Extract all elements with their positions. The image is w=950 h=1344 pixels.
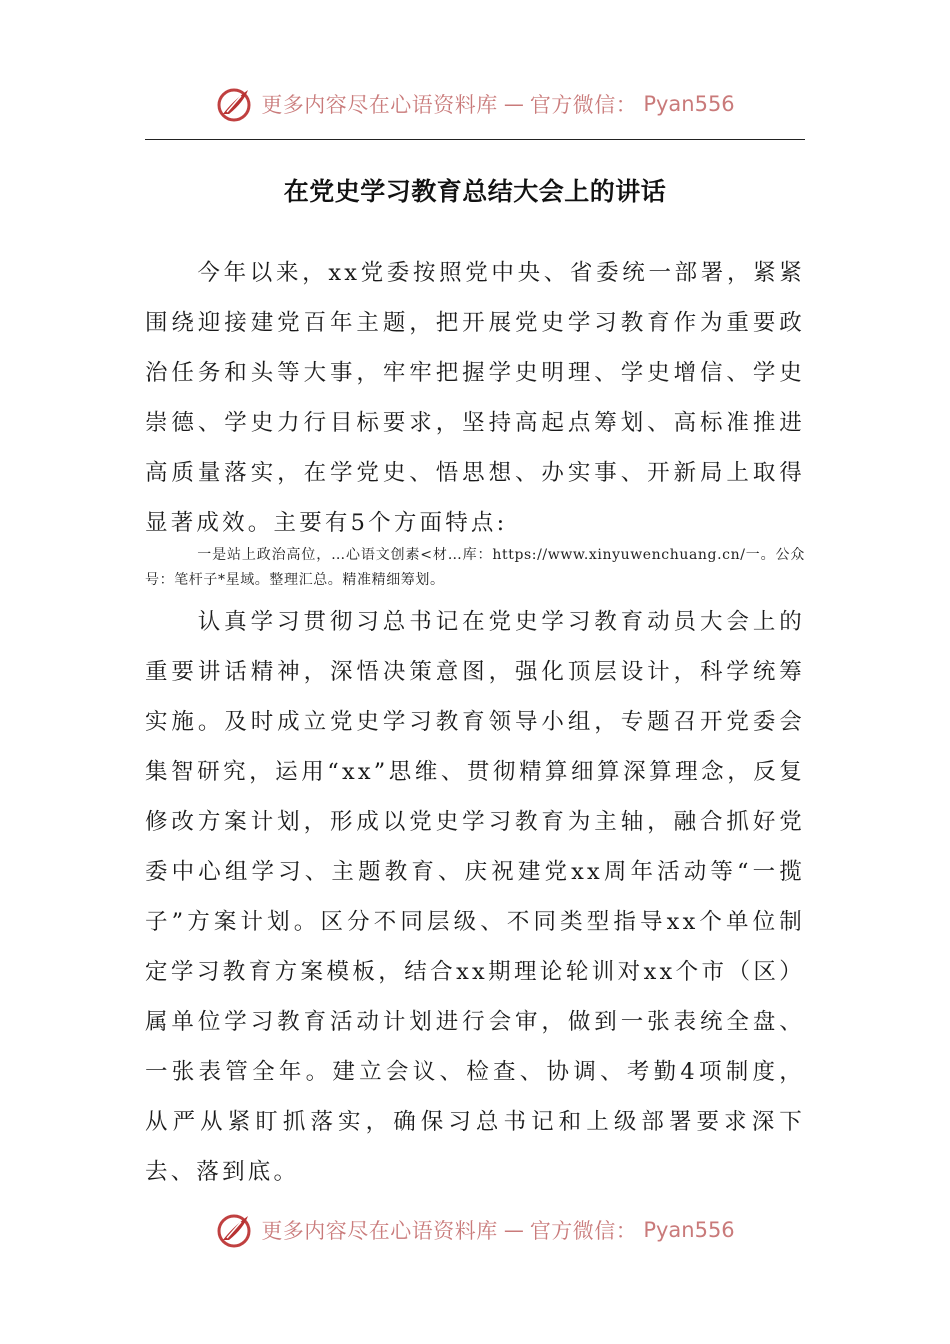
header-divider (145, 139, 805, 140)
document-title: 在党史学习教育总结大会上的讲话 (283, 177, 667, 206)
watermark-text: 更多内容尽在心语资料库 (261, 1219, 498, 1243)
paragraph-note (145, 543, 805, 593)
pen-nib-logo-icon (215, 1210, 255, 1250)
watermark-id: Pyan556 (643, 92, 735, 116)
watermark-dash: — (503, 1218, 524, 1242)
watermark-label: 官方微信： (529, 93, 638, 117)
footer-watermark (0, 1206, 950, 1254)
paragraph-intro-text: 今年以来，xx党委按照党中央、省委统一部署，紧紧围绕迎接建党百年主题，把开展党史学习教育作为重要政治任务和头等大事，牢牢把握学史明理、学史增信、学史崇德、学史力行目标要求，坚持高起点筹划、高标准推进高质量落实，在学党史、悟思想、办实事、开新局上取得显著成效。主要有5个方面特点: (145, 260, 805, 536)
watermark-label: 官方微信： (529, 1219, 638, 1243)
watermark-dash: — (503, 92, 524, 116)
watermark-text: 更多内容尽在心语资料库 (261, 93, 498, 117)
paragraph-intro (145, 248, 805, 548)
pen-nib-logo-icon (215, 84, 255, 124)
watermark-id: Pyan556 (643, 1218, 735, 1242)
header-watermark (0, 80, 950, 128)
paragraph-body-text: 认真学习贯彻习总书记在党史学习教育动员大会上的重要讲话精神，深悟决策意图，强化顶层设计，科学统筹实施。及时成立党史学习教育领导小组，专题召开党委会集智研究，运用“xx”思维、贯彻精算细算深算理念，反复修改方案计划，形成以党史学习教育为主轴，融合抓好党委中心组学习、主题教育、庆祝建党xx周年活动等“一揽子”方案计划。区分不同层级、不同类型指导xx个单位制定学习教育方案模板，结合xx期理论轮训对xx个市（区）属单位学习教育活动计划进行会审，做到一张表统全盘、一张表管全年。建立会议、检查、协调、考勤4项制度，从严从紧盯抓落实，确保习总书记和上级部署要求深下去、落到底。 (145, 609, 805, 1185)
paragraph-body (145, 597, 805, 1197)
paragraph-note-text: 一是站上政治高位，…心语文创素<材…库：https://www.xinyuwenchuang.cn/一。公众号：笔杆子*星域。整理汇总。精准精细筹划。 (145, 547, 805, 588)
